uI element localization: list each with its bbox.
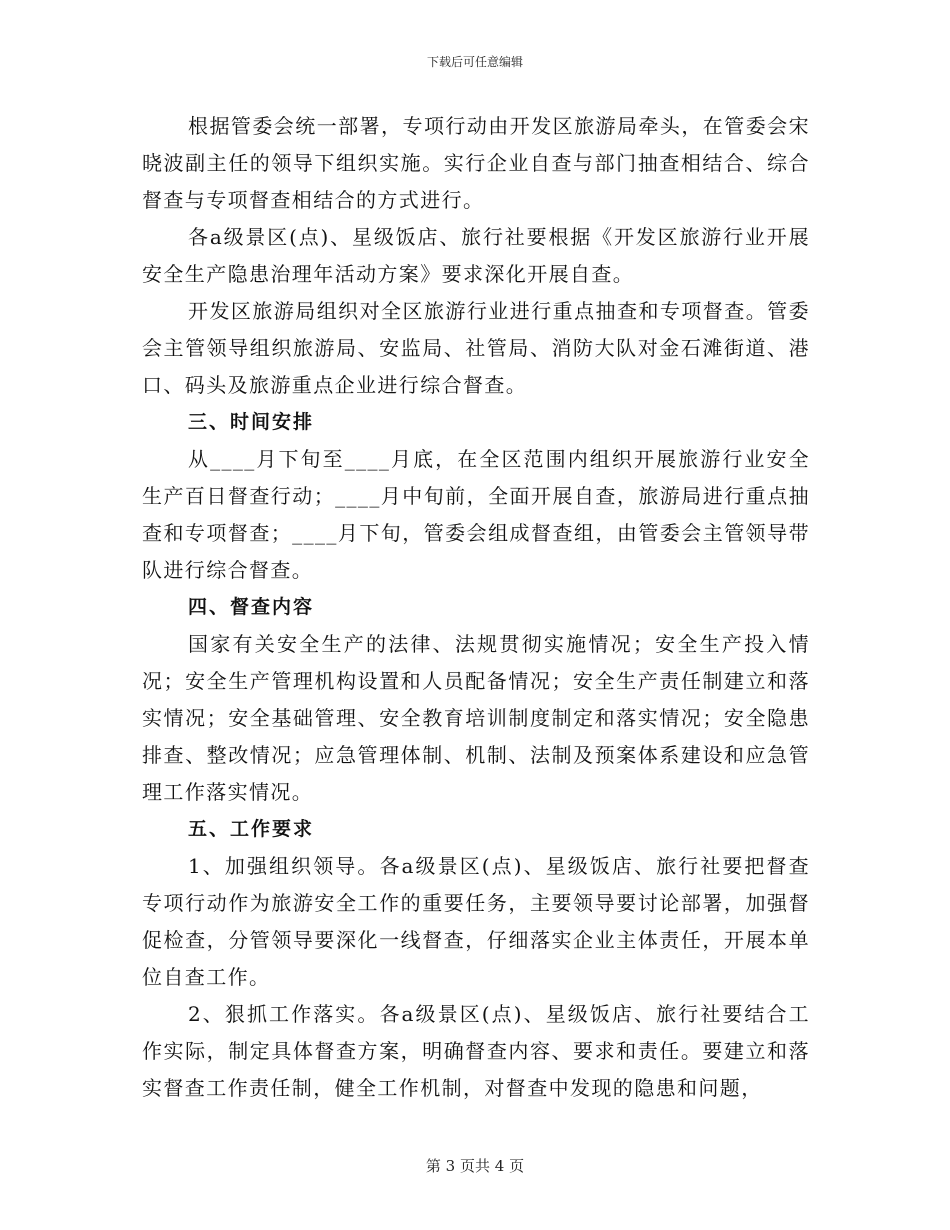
section-heading-work-requirements: 五、工作要求	[188, 818, 315, 840]
page-footer: 第 3 页共 4 页	[425, 1157, 525, 1175]
paragraph-7: 2、狠抓工作落实。各a级景区(点)、星级饭店、旅行社要结合工作实际，制定具体督查方案，明确督查内容、要求和责任。要建立和落实督查工作责任制，健全工作机制，对督查中发现的隐患和问题，	[142, 1002, 810, 1100]
page-header: 下载后可任意编辑	[426, 55, 523, 69]
paragraph-1: 根据管委会统一部署，专项行动由开发区旅游局牵头，在管委会宋晓波副主任的领导下组织实施。实行企业自查与部门抽查相结合、综合督查与专项督查相结合的方式进行。	[142, 114, 810, 212]
paragraph-4: 从____月下旬至____月底，在全区范围内组织开展旅游行业安全生产百日督查行动；____月中旬前，全面开展自查，旅游局进行重点抽查和专项督查；____月下旬，管委会组成督查组，由管委会主管领导带队进行综合督查。	[142, 447, 810, 582]
paragraph-2: 各a级景区(点)、星级饭店、旅行社要根据《开发区旅游行业开展安全生产隐患治理年活动方案》要求深化开展自查。	[142, 225, 810, 286]
section-heading-inspection-content: 四、督查内容	[188, 596, 315, 618]
section-heading-time-schedule: 三、时间安排	[188, 411, 315, 433]
paragraph-3: 开发区旅游局组织对全区旅游行业进行重点抽查和专项督查。管委会主管领导组织旅游局、安监局、社管局、消防大队对金石滩街道、港口、码头及旅游重点企业进行综合督查。	[142, 299, 810, 397]
paragraph-6: 1、加强组织领导。各a级景区(点)、星级饭店、旅行社要把督查专项行动作为旅游安全工作的重要任务，主要领导要讨论部署，加强督促检查，分管领导要深化一线督查，仔细落实企业主体责任，开展本单位自查工作。	[142, 854, 810, 989]
document-body	[142, 108, 810, 1107]
paragraph-5: 国家有关安全生产的法律、法规贯彻实施情况；安全生产投入情况；安全生产管理机构设置和人员配备情况；安全生产责任制建立和落实情况；安全基础管理、安全教育培训制度制定和落实情况；安全隐患排查、整改情况；应急管理体制、机制、法制及预案体系建设和应急管理工作落实情况。	[142, 632, 810, 804]
